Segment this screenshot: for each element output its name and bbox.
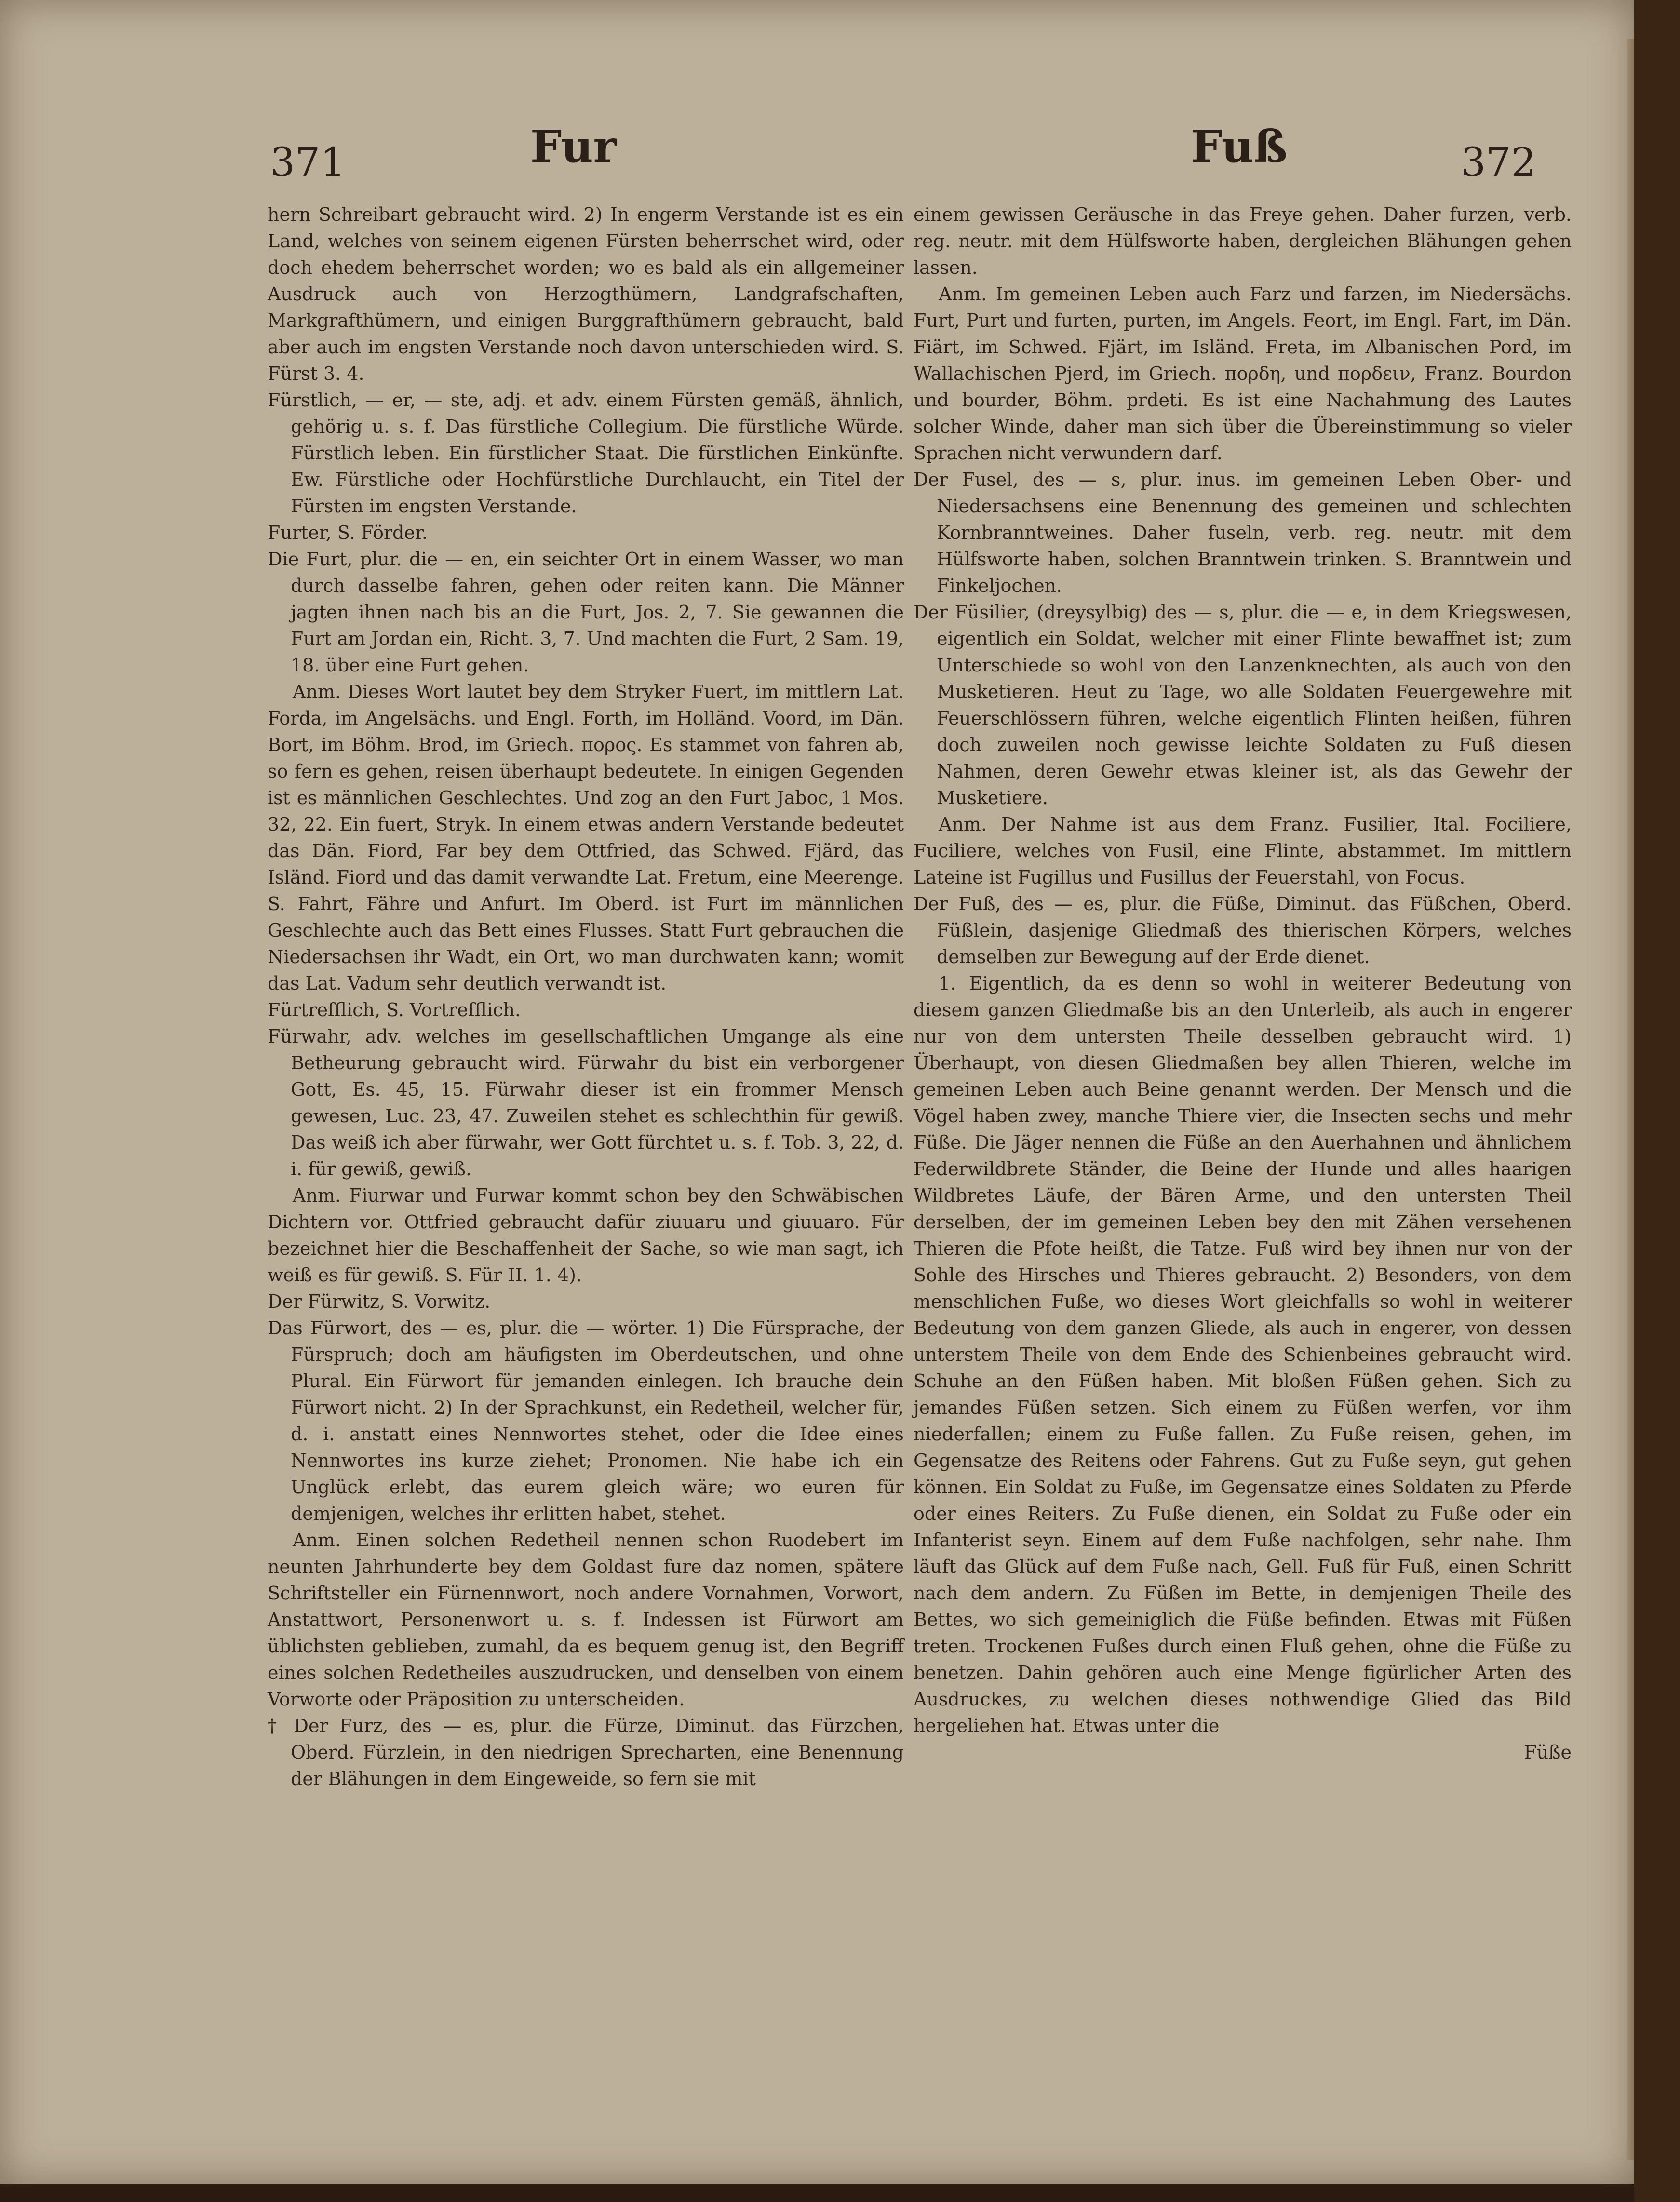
annotation-paragraph: Anm. Einen solchen Redetheil nennen schon Ruodebert im neunten Jahrhunderte bey dem Goldast fure daz nomen, spätere Schriftsteller ein Fürnennwort, noch andere Vornahmen, Vorwort, Anstattwort, Personenwort u. s. f. Indessen ist Fürwort am üblichsten geblieben, zumahl, da es bequem genug ist, den Begriff eines solchen Redetheiles auszudrucken, und denselben von einem Vorworte oder Präposition zu unterscheiden. — [268, 1530, 904, 1710]
entry-paragraph: Der Fuß, des — es, plur. die Füße, Diminut. das Füßchen, Oberd. Füßlein, dasjenige Gliedmaß des thierischen Körpers, welches demselben zur Bewegung auf der Erde dienet. — [914, 893, 1572, 967]
right-column — [914, 201, 1572, 1766]
catchword: Füße — [1524, 1742, 1572, 1763]
entry-paragraph: Die Furt, plur. die — en, ein seichter Ort in einem Wasser, wo man durch dasselbe fahren, gehen oder reiten kann. Die Männer jagten ihnen nach bis an die Furt, Jos. 2, 7. Sie gewannen die Furt am Jordan ein, Richt. 3, 7. Und machten die Furt, 2 Sam. 19, 18. über eine Furt gehen. — [268, 549, 904, 676]
entry-paragraph: Der Fürwitz, S. Vorwitz. — [268, 1291, 491, 1312]
left-column — [268, 201, 904, 1792]
entry-paragraph: Fürtrefflich, S. Vortrefflich. — [268, 999, 521, 1020]
left-page-number: 371 — [270, 140, 346, 186]
annotation-paragraph: Anm. Fiurwar und Furwar kommt schon bey den Schwäbischen Dichtern vor. Ottfried gebraucht dafür ziuuaru und giuuaro. Für bezeichnet hier die Beschaffenheit der Sache, so wie man sagt, ich weiß es für gewiß. S. Für II. 1. 4). — [268, 1185, 904, 1286]
entry-paragraph: Der Füsilier, (dreysylbig) des — s, plur. die — e, in dem Kriegswesen, eigentlich ein Soldat, welcher mit einer Flinte bewaffnet ist; zum Unterschiede so wohl von den Lanzenknechten, als auch von den Musketieren. Heut zu Tage, wo alle Soldaten Feuergewehre mit Feuerschlössern führen, welche eigentlich Flinten heißen, führen doch zuweilen noch gewisse leichte Soldaten zu Fuß diesen Nahmen, deren Gewehr etwas kleiner ist, als das Gewehr der Musketiere. — [914, 602, 1572, 808]
right-page-number: 372 — [1461, 140, 1536, 186]
entry-paragraph: hern Schreibart gebraucht wird. 2) In engerm Verstande ist es ein Land, welches von seinem eigenen Fürsten beherrschet wird, oder doch ehedem beherrschet worden; wo es bald als ein allgemeiner Ausdruck auch von Herzogthümern, Landgrafschaften, Markgrafthümern, und einigen Burggrafthümern gebraucht, bald aber auch im engsten Verstande noch davon unterschieden wird. S. Fürst 3. 4. — [268, 204, 904, 384]
entry-paragraph: Furter, S. Förder. — [268, 522, 428, 543]
book-bottom-edge — [0, 2184, 1634, 2202]
annotation-paragraph: Anm. Der Nahme ist aus dem Franz. Fusilier, Ital. Fociliere, Fuciliere, welches von Fusil, eine Flinte, abstammet. Im mittlern Lateine ist Fugillus und Fusillus der Feuerstahl, von Focus. — [914, 814, 1572, 888]
entry-paragraph: † Der Furz, des — es, plur. die Fürze, Diminut. das Fürzchen, Oberd. Fürzlein, in den niedrigen Sprecharten, eine Benennung der Blähungen in dem Eingeweide, so fern sie mit — [268, 1715, 904, 1789]
entry-paragraph: Fürstlich, — er, — ste, adj. et adv. einem Fürsten gemäß, ähnlich, gehörig u. s. f. Das fürstliche Collegium. Die fürstliche Würde. Fürstlich leben. Ein fürstlicher Staat. Die fürstlichen Einkünfte. Ew. Fürstliche oder Hochfürstliche Durchlaucht, ein Titel der Fürsten im engsten Verstande. — [268, 389, 904, 517]
entry-paragraph: Fürwahr, adv. welches im gesellschaftlichen Umgange als eine Betheurung gebraucht wird. Fürwahr du bist ein verborgener Gott, Es. 45, 15. Fürwahr dieser ist ein frommer Mensch gewesen, Luc. 23, 47. Zuweilen stehet es schlechthin für gewiß. Das weiß ich aber fürwahr, wer Gott fürchtet u. s. f. Tob. 3, 22, d. i. für gewiß, gewiß. — [268, 1026, 904, 1180]
annotation-paragraph: Anm. Im gemeinen Leben auch Farz und farzen, im Niedersächs. Furt, Purt und furten, purten, im Angels. Feort, im Engl. Fart, im Dän. Fiärt, im Schwed. Fjärt, im Isländ. Freta, im Albanischen Pord, im Wallachischen Pjerd, im Griech. πορδη, und πορδειν, Franz. Bourdon und bourder, Böhm. prdeti. Es ist eine Nachahmung des Lautes solcher Winde, daher man sich über die Übereinstimmung so vieler Sprachen nicht verwundern darf. — [914, 283, 1572, 464]
entry-paragraph: einem gewissen Geräusche in das Freye gehen. Daher furzen, verb. reg. neutr. mit dem Hülfsworte haben, dergleichen Blähungen gehen lassen. — [914, 204, 1572, 278]
entry-paragraph: 1. Eigentlich, da es denn so wohl in weiterer Bedeutung von diesem ganzen Gliedmaße bis an den Unterleib, als auch in engerer nur von dem untersten Theile desselben gebraucht wird. 1) Überhaupt, von diesen Gliedmaßen bey allen Thieren, welche im gemeinen Leben auch Beine genannt werden. Der Mensch und die Vögel haben zwey, manche Thiere vier, die Insecten sechs und mehr Füße. Die Jäger nennen die Füße an den Auerhahnen und ähnlichem Federwildbrete Ständer, die Beine der Hunde und alles haarigen Wildbretes Läufe, der Bären Arme, und den untersten Theil derselben, der im gemeinen Leben bey den mit Zähen versehenen Thieren die Pfote heißt, die Tatze. Fuß wird bey ihnen nur von der Sohle des Hirsches und Thieres gebraucht. 2) Besonders, von dem menschlichen Fuße, wo dieses Wort gleichfalls so wohl in weiterer Bedeutung von dem ganzen Gliede, als auch in engerer, von dessen unterstem Theile von dem Ende des Schienbeines gebraucht wird. Schuhe an den Füßen haben. Mit bloßen Füßen gehen. Sich zu jemandes Füßen setzen. Sich einem zu Füßen werfen, vor ihm niederfallen; einem zu Fuße fallen. Zu Fuße reisen, gehen, im Gegensatze des Reitens oder Fahrens. Gut zu Fuße seyn, gut gehen können. Ein Soldat zu Fuße, im Gegensatze eines Soldaten zu Pferde oder eines Reiters. Zu Fuße dienen, ein Soldat zu Fuße oder ein Infanterist seyn. Einem auf dem Fuße nachfolgen, sehr nahe. Ihm läuft das Glück auf dem Fuße nach, Gell. Fuß für Fuß, einen Schritt nach dem andern. Zu Füßen im Bette, in demjenigen Theile des Bettes, wo sich gemeiniglich die Füße befinden. Etwas mit Füßen treten. Trockenen Fußes durch einen Fluß gehen, ohne die Füße zu benetzen. Dahin gehören auch eine Menge figürlicher Arten des Ausdruckes, zu welchen dieses nothwendige Glied das Bild hergeliehen hat. Etwas unter die — [914, 973, 1572, 1736]
entry-paragraph: Der Fusel, des — s, plur. inus. im gemeinen Leben Ober- und Niedersachsens eine Benennung des gemeinen und schlechten Kornbranntweines. Daher fuseln, verb. reg. neutr. mit dem Hülfsworte haben, solchen Branntwein trinken. S. Branntwein und Finkeljochen. — [914, 469, 1572, 596]
annotation-paragraph: Anm. Dieses Wort lautet bey dem Stryker Fuert, im mittlern Lat. Forda, im Angelsächs. und Engl. Forth, im Holländ. Voord, im Dän. Bort, im Böhm. Brod, im Griech. πορος. Es stammet von fahren ab, so fern es gehen, reisen überhaupt bedeutete. In einigen Gegenden ist es männlichen Geschlechtes. Und zog an den Furt Jaboc, 1 Mos. 32, 22. Ein fuert, Stryk. In einem etwas andern Verstande bedeutet das Dän. Fiord, Far bey dem Ottfried, das Schwed. Fjärd, das Isländ. Fiord und das damit verwandte Lat. Fretum, eine Meerenge. S. Fahrt, Fähre und Anfurt. Im Oberd. ist Furt im männlichen Geschlechte auch das Bett eines Flusses. Statt Furt gebrauchen die Niedersachsen ihr Wadt, ein Ort, wo man durchwaten kann; womit das Lat. Vadum sehr deutlich verwandt ist. — [268, 681, 904, 994]
right-running-head: Fuß — [1191, 121, 1288, 173]
book-edge — [1634, 0, 1680, 2202]
entry-paragraph: Das Fürwort, des — es, plur. die — wörter. 1) Die Fürsprache, der Fürspruch; doch am häufigsten im Oberdeutschen, und ohne Plural. Ein Fürwort für jemanden einlegen. Ich brauche dein Fürwort nicht. 2) In der Sprachkunst, ein Redetheil, welcher für, d. i. anstatt eines Nennwortes stehet, oder die Idee eines Nennwortes ins kurze ziehet; Pronomen. Nie habe ich ein Unglück erlebt, das eurem gleich wäre; wo euren für demjenigen, welches ihr erlitten habet, stehet. — [268, 1317, 904, 1524]
left-running-head: Fur — [530, 121, 617, 173]
